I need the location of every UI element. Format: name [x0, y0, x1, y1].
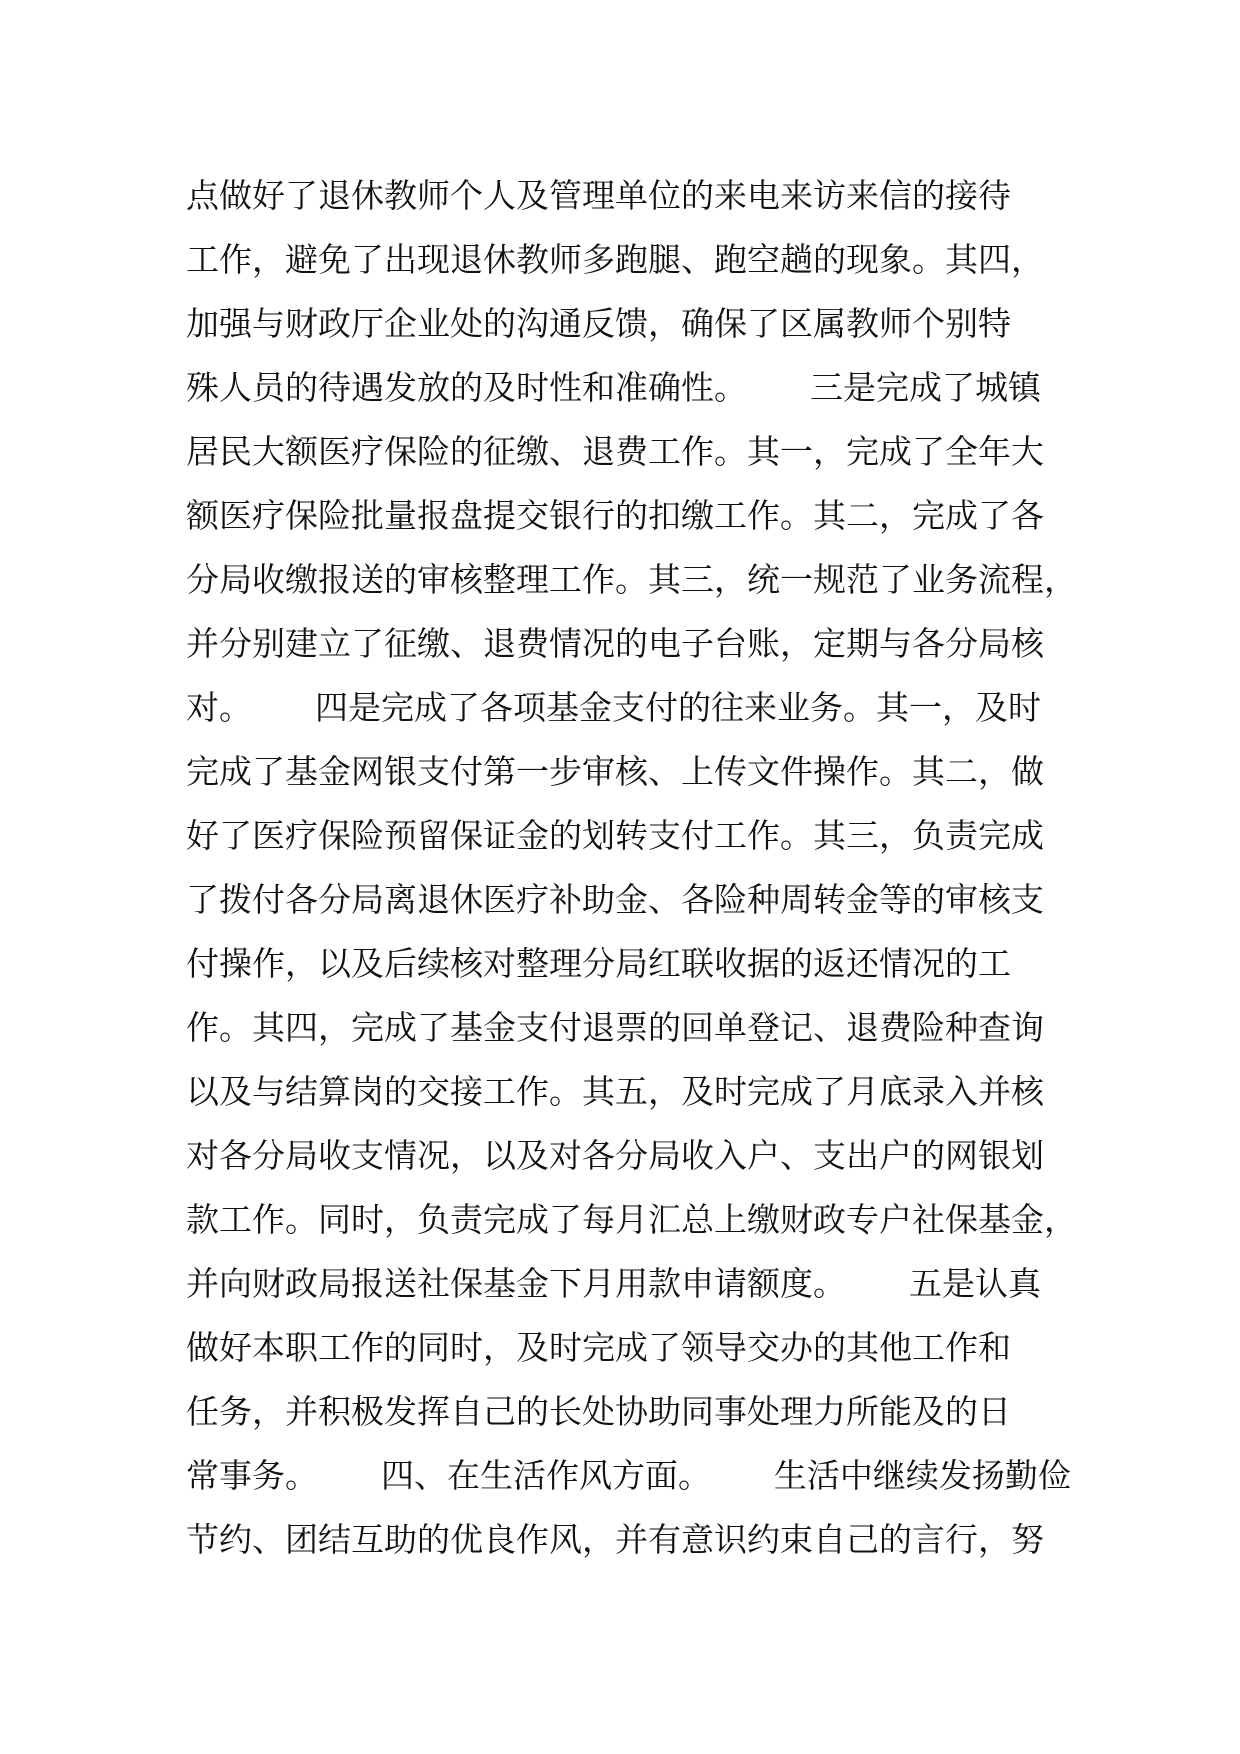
- text-line: 并向财政局报送社保基金下月用款申请额度。 五是认真: [186, 1264, 1041, 1303]
- text-line: 殊人员的待遇发放的及时性和准确性。 三是完成了城镇: [186, 368, 1041, 407]
- document-body: [186, 164, 1086, 1572]
- text-line: 完成了基金网银支付第一步审核、上传文件操作。其二，做: [186, 752, 1044, 791]
- text-line: 以及与结算岗的交接工作。其五，及时完成了月底录入并核: [186, 1072, 1044, 1111]
- text-line: 居民大额医疗保险的征缴、退费工作。其一，完成了全年大: [186, 432, 1044, 471]
- text-line: 并分别建立了征缴、退费情况的电子台账，定期与各分局核: [186, 624, 1044, 663]
- text-line: 做好本职工作的同时，及时完成了领导交办的其他工作和: [186, 1328, 1011, 1367]
- text-line: 分局收缴报送的审核整理工作。其三，统一规范了业务流程，: [186, 560, 1077, 599]
- text-line: 对。 四是完成了各项基金支付的往来业务。其一，及时: [186, 688, 1041, 727]
- text-line: 工作，避免了出现退休教师多跑腿、跑空趟的现象。其四，: [186, 240, 1044, 279]
- text-line: 节约、团结互助的优良作风，并有意识约束自己的言行，努: [186, 1520, 1044, 1559]
- text-line: 任务，并积极发挥自己的长处协助同事处理力所能及的日: [186, 1392, 1011, 1431]
- text-line: 付操作，以及后续核对整理分局红联收据的返还情况的工: [186, 944, 1011, 983]
- text-line: 好了医疗保险预留保证金的划转支付工作。其三，负责完成: [186, 816, 1044, 855]
- text-line: 常事务。 四、在生活作风方面。 生活中继续发扬勤俭: [186, 1456, 1071, 1495]
- text-line: 对各分局收支情况，以及对各分局收入户、支出户的网银划: [186, 1136, 1044, 1175]
- text-line: 了拨付各分局离退休医疗补助金、各险种周转金等的审核支: [186, 880, 1044, 919]
- text-line: 加强与财政厅企业处的沟通反馈，确保了区属教师个别特: [186, 304, 1011, 343]
- text-line: 款工作。同时，负责完成了每月汇总上缴财政专户社保基金，: [186, 1200, 1077, 1239]
- text-line: 点做好了退休教师个人及管理单位的来电来访来信的接待: [186, 176, 1011, 215]
- text-line: 额医疗保险批量报盘提交银行的扣缴工作。其二，完成了各: [186, 496, 1044, 535]
- text-line: 作。其四，完成了基金支付退票的回单登记、退费险种查询: [186, 1008, 1044, 1047]
